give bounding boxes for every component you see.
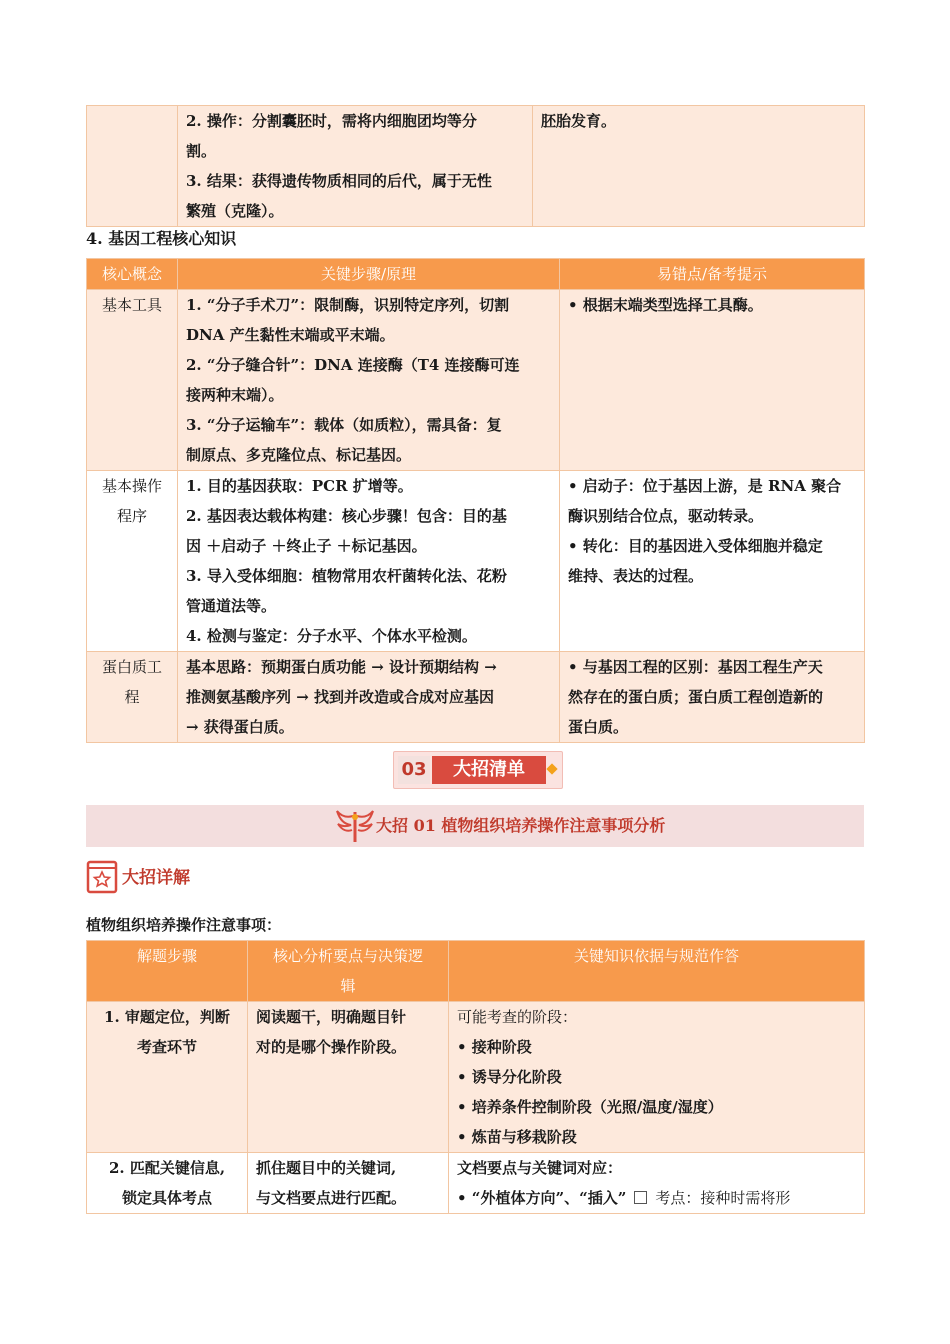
text-line: 制原点、多克隆位点、标记基因。 (186, 446, 412, 464)
text-line: 4. 检测与鉴定：分子水平、个体水平检测。 (186, 627, 477, 645)
text-line: 割。 (186, 142, 217, 160)
plant-table (86, 940, 865, 1214)
text-line: 推测氨基酸序列 → 找到并改造或合成对应基因 (186, 688, 495, 706)
column-header (449, 941, 865, 1002)
text-line: 1. “分子手术刀”：限制酶，识别特定序列，切割 (186, 296, 510, 314)
banner-title (376, 805, 665, 847)
top-table-right-cell: 胚胎发育。 (533, 106, 865, 227)
text-line: 基本工具 (101, 296, 162, 314)
plant-title: 植物组织培养操作注意事项： (86, 916, 282, 934)
text-line: 维持、表达的过程。 (568, 567, 704, 585)
table-row (87, 1153, 865, 1214)
text-line: DNA 产生黏性末端或平末端。 (186, 326, 395, 344)
star-book-icon (86, 860, 120, 894)
diamond-icon (546, 763, 557, 774)
text-line: 2. 操作：分割囊胚时，需将内细胞团均等分 (186, 112, 477, 130)
detail-title: 大招详解 (122, 868, 190, 888)
section-title: 4. 基因工程核心知识 (86, 229, 237, 248)
checkbox-square-icon (634, 1191, 647, 1204)
steps-cell (178, 652, 560, 743)
header-line: 核心分析要点与决策逻 (272, 947, 423, 965)
table-row (87, 290, 865, 471)
banner-prefix: 大招 01 (376, 816, 436, 835)
text-line: 2. 基因表达载体构建：核心步骤！包含：目的基 (186, 507, 507, 525)
text-line: 程序 (116, 507, 147, 525)
text-line: 1. 目的基因获取：PCR 扩增等。 (186, 477, 413, 495)
text-line: 锁定具体考点 (121, 1189, 212, 1207)
list-item: • 培养条件控制阶段（光照/温度/湿度） (457, 1098, 723, 1116)
text-line: • 转化：目的基因进入受体细胞并稳定 (568, 537, 823, 555)
badge-label: 大招清单 (432, 756, 546, 784)
column-header (87, 941, 248, 1002)
text-line: 因 ＋启动子 ＋终止子 ＋标记基因。 (186, 537, 427, 555)
text-line: 3. 结果：获得遗传物质相同的后代，属于无性 (186, 172, 492, 190)
text-line: 酶识别结合位点，驱动转录。 (568, 507, 764, 525)
text-line: 3. “分子运输车”：载体（如质粒），需具备：复 (186, 416, 502, 434)
text-line: 可能考查的阶段： (457, 1008, 578, 1026)
steps-cell (178, 290, 560, 471)
column-header (248, 941, 449, 1002)
text-line: 基本操作 (101, 477, 162, 495)
text-line: 阅读题干，明确题目针 (256, 1008, 407, 1026)
point-text: 考点：接种时需将形 (655, 1189, 791, 1207)
text-line: 管通道法等。 (186, 597, 277, 615)
text-line: • 启动子：位于基因上游，是 RNA 聚合 (568, 477, 842, 495)
text-line: • 根据末端类型选择工具酶。 (568, 296, 763, 314)
text-line: 对的是哪个操作阶段。 (256, 1038, 407, 1056)
text-line: 1. 审题定位，判断 (104, 1008, 230, 1026)
top-table-mid-cell (178, 106, 533, 227)
tips-cell (560, 471, 865, 652)
concept-cell (87, 471, 178, 652)
text-line: 2. “分子缝合针”：DNA 连接酶（T4 连接酶可连 (186, 356, 520, 374)
text-line: 3. 导入受体细胞：植物常用农杆菌转化法、花粉 (186, 567, 507, 585)
list-item (457, 1183, 856, 1213)
tips-cell (560, 290, 865, 471)
concept-cell (87, 652, 178, 743)
column-header: 核心概念 (87, 259, 178, 290)
gene-table (86, 258, 865, 743)
text-line: 抓住题目中的关键词, (256, 1159, 397, 1177)
basis-cell (449, 1002, 865, 1153)
list-item: • 诱导分化阶段 (457, 1068, 562, 1086)
section-badge (393, 751, 563, 789)
text-line: 然存在的蛋白质；蛋白质工程创造新的 (568, 688, 824, 706)
list-item: • 炼苗与移栽阶段 (457, 1128, 577, 1146)
text-line: 程 (124, 688, 140, 706)
text-line: 基本思路：预期蛋白质功能 → 设计预期结构 → (186, 658, 497, 676)
step-cell (87, 1153, 248, 1214)
step-cell (87, 1002, 248, 1153)
column-header: 关键步骤/原理 (178, 259, 560, 290)
text-line: 接两种末端）。 (186, 386, 284, 404)
table-row (87, 1002, 865, 1153)
analysis-cell (248, 1153, 449, 1214)
analysis-cell (248, 1002, 449, 1153)
text-line: • 与基因工程的区别：基因工程生产天 (568, 658, 823, 676)
top-table-empty-cell (87, 106, 178, 227)
header-line: 辑 (340, 977, 356, 995)
basis-cell (449, 1153, 865, 1214)
table-row (87, 652, 865, 743)
text-line: → 获得蛋白质。 (186, 718, 294, 736)
banner-text: 植物组织培养操作注意事项分析 (441, 816, 666, 835)
badge-number: 03 (398, 756, 430, 784)
list-item: • 接种阶段 (457, 1038, 532, 1056)
trick-banner (86, 805, 864, 847)
column-header: 易错点/备考提示 (560, 259, 865, 290)
winged-emblem-icon (336, 808, 374, 844)
text-line: 与文档要点进行匹配。 (256, 1189, 407, 1207)
header-line: 关键知识依据与规范作答 (573, 947, 739, 965)
header-line: 解题步骤 (136, 947, 197, 965)
keyword-text: • “外植体方向”、“插入” (457, 1189, 627, 1207)
text-line: 文档要点与关键词对应： (457, 1159, 623, 1177)
steps-cell (178, 471, 560, 652)
text-line: 蛋白质工 (101, 658, 162, 676)
text-line: 考查环节 (136, 1038, 197, 1056)
top-table (86, 105, 865, 227)
text-line: 繁殖（克隆）。 (186, 202, 284, 220)
text-line: 2. 匹配关键信息, (108, 1159, 226, 1177)
text-line: 蛋白质。 (568, 718, 629, 736)
concept-cell (87, 290, 178, 471)
table-row (87, 471, 865, 652)
tips-cell (560, 652, 865, 743)
